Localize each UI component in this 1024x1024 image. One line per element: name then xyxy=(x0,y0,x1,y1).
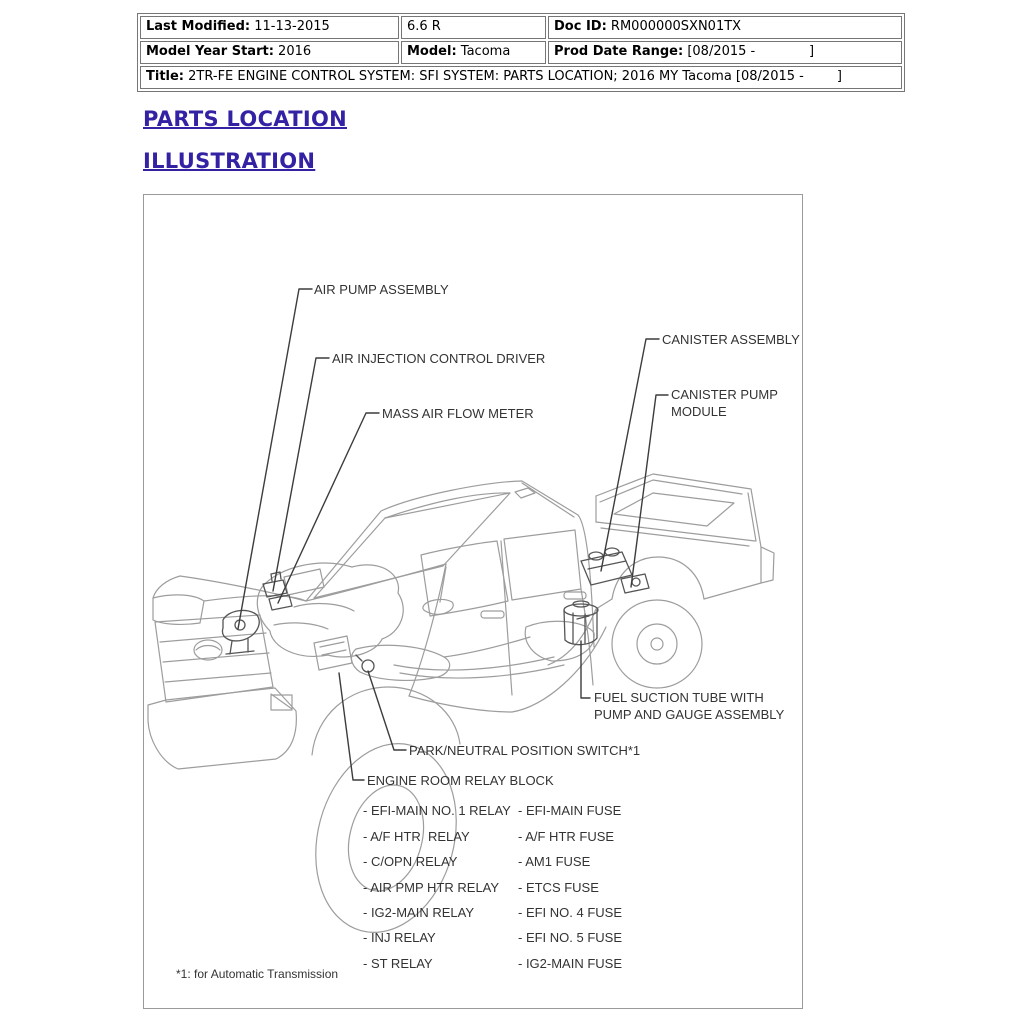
version-value: 6.6 R xyxy=(407,19,441,34)
table-row xyxy=(140,41,902,64)
list-item: - EFI-MAIN NO. 1 RELAY xyxy=(363,803,511,819)
callout-fuel-suction-tube xyxy=(594,689,784,723)
leader-engine-room-relay-block xyxy=(339,673,364,780)
model-label: Model: xyxy=(407,44,457,59)
model-year-label: Model Year Start: xyxy=(146,44,274,59)
relay-list xyxy=(363,798,511,976)
model-year-value: 2016 xyxy=(278,44,312,59)
prod-date-value: [08/2015 - ] xyxy=(687,44,815,59)
parts-location-figure xyxy=(143,194,803,1009)
doc-id-label: Doc ID: xyxy=(554,19,607,34)
callout-park-neutral-switch: PARK/NEUTRAL POSITION SWITCH*1 xyxy=(409,743,641,758)
automatic-transmission-footnote: *1: for Automatic Transmission xyxy=(176,967,339,981)
list-item: - EFI NO. 4 FUSE xyxy=(518,904,623,920)
leader-air-injection-driver xyxy=(273,358,329,591)
model-value: Tacoma xyxy=(460,44,511,59)
list-item: - EFI NO. 5 FUSE xyxy=(518,930,623,946)
park-neutral-position-switch-part xyxy=(356,655,374,672)
list-item: - INJ RELAY xyxy=(363,930,436,946)
list-item: - AM1 FUSE xyxy=(518,854,591,870)
callout-line: PUMP AND GAUGE ASSEMBLY xyxy=(594,707,785,722)
list-item: - ST RELAY xyxy=(363,955,433,971)
table-row xyxy=(140,66,902,89)
callout-line: CANISTER PUMP xyxy=(671,387,778,402)
callout-engine-room-relay-block: ENGINE ROOM RELAY BLOCK xyxy=(367,773,554,788)
list-item: - A/F HTR FUSE xyxy=(518,828,615,844)
last-modified-value: 11-13-2015 xyxy=(254,19,330,34)
leader-park-neutral-switch xyxy=(368,671,406,750)
list-item: - ETCS FUSE xyxy=(518,879,599,895)
doc-title-value: 2TR-FE ENGINE CONTROL SYSTEM: SFI SYSTEM: PARTS LOCATION; 2016 MY Tacoma [08/2015 - ] xyxy=(188,69,842,84)
prod-date-label: Prod Date Range: xyxy=(554,44,684,59)
parts-location-heading-link[interactable]: PARTS LOCATION xyxy=(143,107,347,131)
leader-canister-assembly xyxy=(601,339,659,571)
list-item: - C/OPN RELAY xyxy=(363,854,458,870)
canister-assembly-part xyxy=(581,548,632,585)
title-label: Title: xyxy=(146,69,185,84)
fuse-list xyxy=(518,798,622,976)
list-item: - A/F HTR RELAY xyxy=(363,828,470,844)
callout-air-injection-driver: AIR INJECTION CONTROL DRIVER xyxy=(332,351,546,366)
callout-line: FUEL SUCTION TUBE WITH xyxy=(594,690,764,705)
doc-meta-table xyxy=(137,13,905,92)
callout-canister-assembly: CANISTER ASSEMBLY xyxy=(662,332,800,347)
callout-mass-air-flow-meter: MASS AIR FLOW METER xyxy=(382,406,534,421)
last-modified-label: Last Modified: xyxy=(146,19,251,34)
table-row xyxy=(140,16,902,39)
callout-canister-pump-module xyxy=(671,386,778,420)
list-item: - IG2-MAIN FUSE xyxy=(518,955,623,971)
callout-air-pump-assembly: AIR PUMP ASSEMBLY xyxy=(314,282,449,297)
list-item: - IG2-MAIN RELAY xyxy=(363,904,475,920)
doc-id-value: RM000000SXN01TX xyxy=(610,19,742,34)
list-item: - AIR PMP HTR RELAY xyxy=(363,879,500,895)
illustration-heading-link[interactable]: ILLUSTRATION xyxy=(143,149,316,173)
callout-line: MODULE xyxy=(671,404,727,419)
list-item: - EFI-MAIN FUSE xyxy=(518,803,622,819)
